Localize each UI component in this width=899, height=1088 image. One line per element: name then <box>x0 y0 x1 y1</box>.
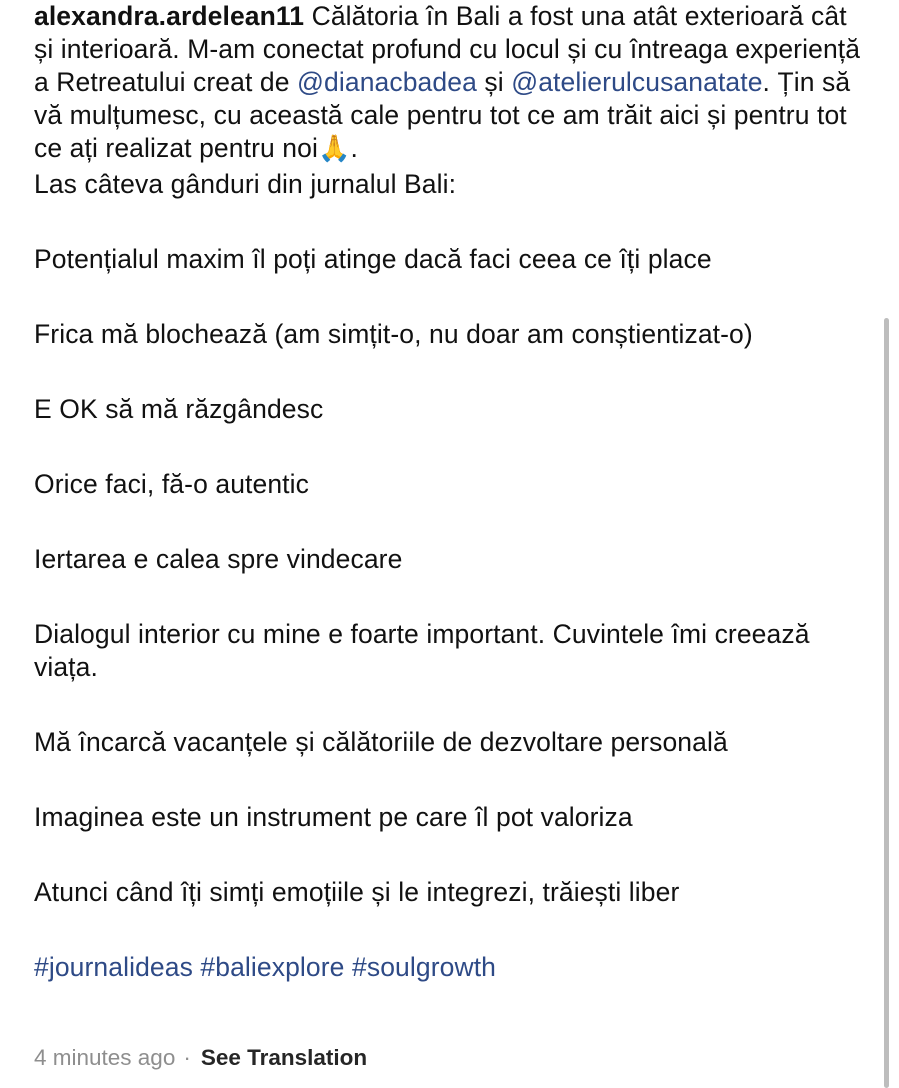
journal-thought: E OK să mă răzgândesc <box>34 394 324 424</box>
hashtag-link-journalideas[interactable]: #journalideas <box>34 952 193 982</box>
journal-thought: Iertarea e calea spre vindecare <box>34 544 403 574</box>
caption-text: și <box>476 67 512 97</box>
hashtag-link-soulgrowth[interactable]: #soulgrowth <box>352 952 496 982</box>
mention-link-dianacbadea[interactable]: @dianacbadea <box>297 67 477 97</box>
folded-hands-emoji-icon: 🙏 <box>317 134 351 164</box>
post-caption <box>34 0 864 984</box>
caption-text: Călătoria în Bali a fost una atât exterioară cât și interioară. M-am conectat profund cu locul și cu întreaga experiență a Retreatului creat de <box>34 1 861 97</box>
journal-thought: Potențialul maxim îl poți atinge dacă faci ceea ce îți place <box>34 244 712 274</box>
separator-dot: · <box>183 1045 191 1070</box>
mention-link-atelierulcusanatate[interactable]: @atelierulcusanatate <box>511 67 763 97</box>
caption-text: . Țin să vă mulțumesc, cu această cale pentru tot ce am trăit aici și pentru tot ce ați realizat pentru noi <box>34 67 851 163</box>
journal-thought: Mă încarcă vacanțele și călătoriile de dezvoltare personală <box>34 727 728 757</box>
see-translation-button[interactable]: See Translation <box>200 1045 368 1070</box>
caption-paragraph <box>34 0 864 166</box>
scrollbar[interactable] <box>884 318 889 1088</box>
timestamp: 4 minutes ago <box>34 1045 176 1070</box>
username-link[interactable]: alexandra.ardelean11 <box>34 1 305 31</box>
journal-intro: Las câteva gânduri din jurnalul Bali: <box>34 169 457 199</box>
journal-thought: Dialogul interior cu mine e foarte important. Cuvintele îmi creează viața. <box>34 619 810 682</box>
journal-thought: Atunci când îți simți emoțiile și le integrezi, trăiești liber <box>34 877 680 907</box>
hashtag-link-baliexplore[interactable]: #baliexplore <box>200 952 345 982</box>
journal-thought: Frica mă blochează (am simțit-o, nu doar am conștientizat-o) <box>34 319 753 349</box>
caption-text: . <box>350 133 358 163</box>
hashtag-list <box>34 951 864 984</box>
post-meta <box>34 1043 367 1073</box>
journal-thought: Orice faci, fă-o autentic <box>34 469 309 499</box>
journal-thought: Imaginea este un instrument pe care îl pot valoriza <box>34 802 633 832</box>
